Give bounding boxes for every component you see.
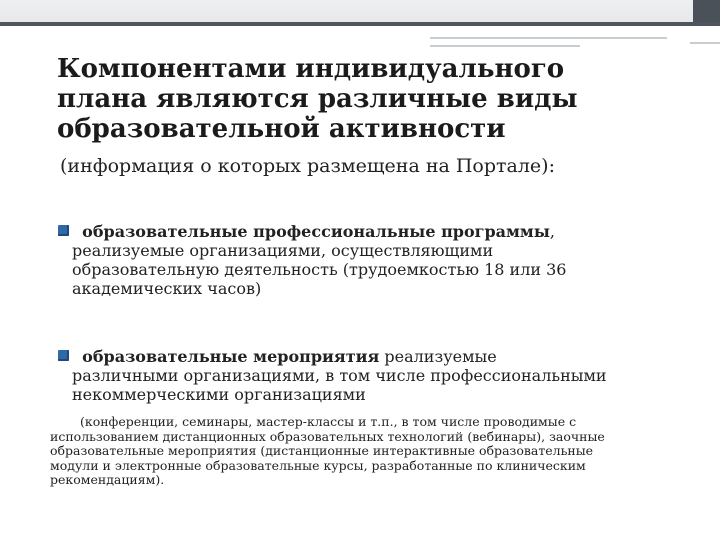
bullet-first-line xyxy=(72,222,712,241)
title-line: плана являются различные виды xyxy=(57,84,578,114)
note-paragraph xyxy=(50,415,670,488)
title-line: Компонентами индивидуального xyxy=(57,54,565,84)
bullet-line: академических часов) xyxy=(72,279,262,298)
bullet-bold-text: образовательные мероприятия xyxy=(82,347,380,366)
top-header-band xyxy=(0,0,720,22)
note-line: использованием дистанционных образовательных технологий (вебинары), заочные xyxy=(50,428,605,444)
bullet-rest-text: реализуемые xyxy=(379,347,497,366)
bullet-line: реализуемые организациями, осуществляющими xyxy=(72,241,494,260)
title-line: образовательной активности xyxy=(57,114,506,144)
bullet-first-line xyxy=(72,347,712,366)
note-line: рекомендациям). xyxy=(50,472,165,487)
bullet-rest-text: , xyxy=(549,222,555,241)
top-corner-block xyxy=(693,0,720,22)
decorative-line xyxy=(430,45,580,47)
decorative-line xyxy=(430,37,667,39)
bullet-line: различными организациями, в том числе профессиональными xyxy=(72,366,607,385)
bullet-line: некоммерческими организациями xyxy=(72,385,366,404)
bullet-bold-text: образовательные профессиональные программы xyxy=(82,222,550,241)
slide-subtitle: (информация о которых размещена на Портале): xyxy=(60,155,555,177)
note-line: (конференции, семинары, мастер-классы и т.п., в том числе проводимые с xyxy=(80,414,577,429)
top-accent-line xyxy=(0,22,720,26)
note-line: образовательные мероприятия (дистанционные интерактивные образовательные xyxy=(50,443,594,458)
slide-title xyxy=(57,54,657,144)
bullet-text xyxy=(72,222,712,298)
checkbox-bullet-icon xyxy=(58,350,69,361)
bullet-text xyxy=(72,347,712,404)
bullet-line: образовательную деятельность (трудоемкостью 18 или 36 xyxy=(72,260,567,279)
decorative-line xyxy=(690,42,720,44)
checkbox-bullet-icon xyxy=(58,225,69,236)
note-line: модули и электронные образовательные курсы, разработанные по клиническим xyxy=(50,457,586,473)
